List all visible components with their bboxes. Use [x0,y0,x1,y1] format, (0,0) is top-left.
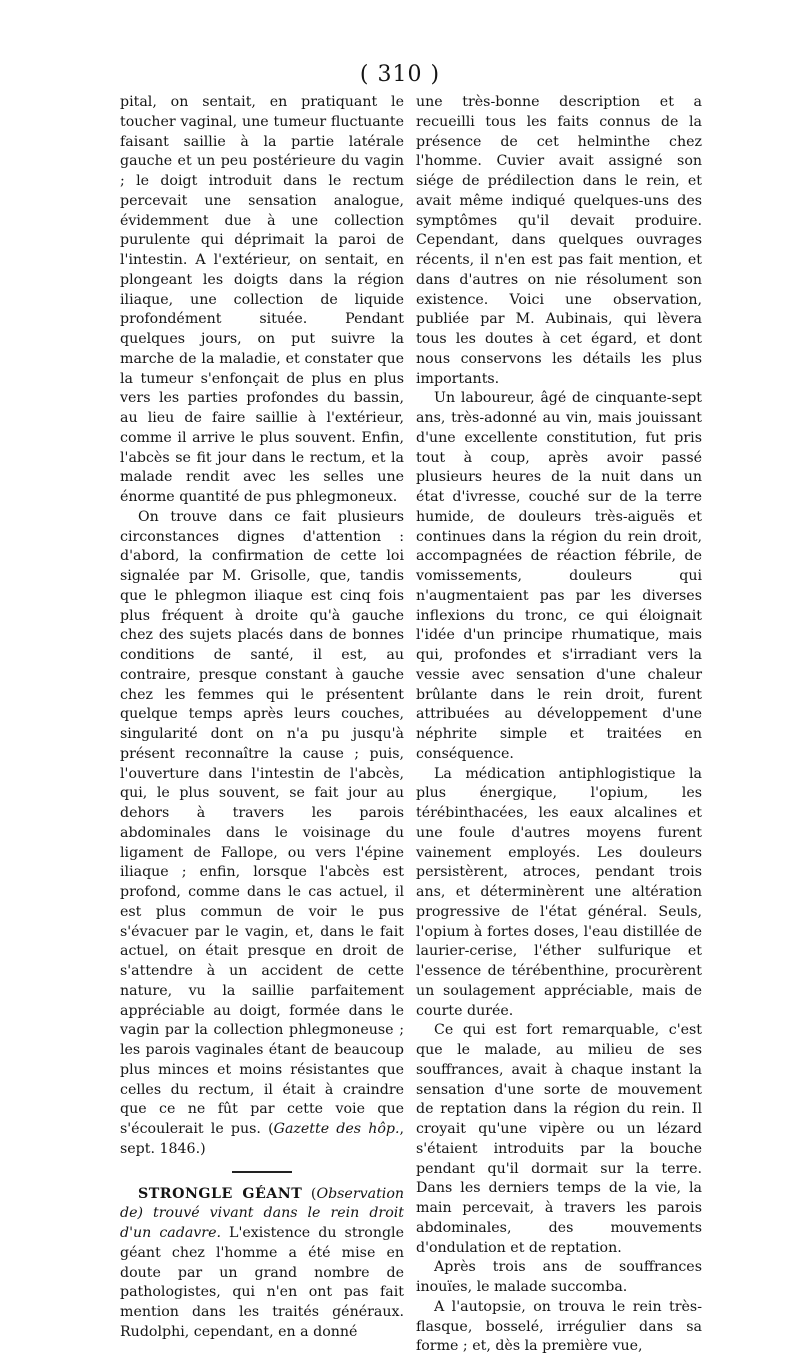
right-paragraph-1: une très-bonne description et a recueilli tous les faits connus de la présence de cet helminthe chez l'homme. Cuvier avait assigné son siége de prédilection dans le rein, et avait même indiqué quelques-uns des symptômes qu'il devait produire. Cependant, dans quelques ouvrages récents, il n'en est pas fait mention, et dans d'autres on nie résolument son existence. Voici une observation, publiée par M. Aubinais, qui lèvera tous les doutes à cet égard, et dont nous conservons les détails les plus importants. [416,94,702,387]
section-title: STRONGLE GÉANT [138,1185,303,1202]
section-divider [232,1171,292,1173]
right-paragraph-2: Un laboureur, âgé de cinquante-sept ans, très-adonné au vin, mais jouissant d'une excellente constitution, fut pris tout à coup, après avoir passé plusieurs heures de la nuit dans un état d'ivresse, couché sur de la terre humide, de douleurs très-aiguës et continues dans la région du rein droit, accompagnées de réaction fébrile, de vomissements, douleurs qui n'augmentaient pas par les diverses inflexions du tronc, ce qui éloignait l'idée d'un principe rhumatique, mais qui, profondes et s'irradiant vers la vessie avec sensation d'une chaleur brûlante dans le rein droit, furent attribuées au développement d'une néphrite simple et traitées en conséquence. [416,390,702,762]
section-subtitle: Observation de) trouvé vivant dans le rein droit d'un cadavre. [120,1185,405,1241]
left-paragraph-1: pital, on sentait, en pratiquant le toucher vaginal, une tumeur fluctuante faisant saillie à la partie latérale gauche et un peu postérieure du vagin ; le doigt introduit dans le rectum percevait une sensation analogue, évidemment due à une collection purulente qui déprimait la paroi de l'intestin. A l'extérieur, on sentait, en plongeant les doigts dans la région iliaque, une collection de liquide profondément située. Pendant quelques jours, on put suivre la marche de la maladie, et constater que la tumeur s'enfonçait de plus en plus vers les parties profondes du bassin, au lieu de faire saillie à l'extérieur, comme il arrive le plus souvent. Enfin, l'abcès se fit jour dans le rectum, et la malade rendit avec les selles une énorme quantité de pus phlegmoneux. [120,94,404,505]
section-heading-paren: ( [302,1185,317,1202]
right-column [416,93,702,1357]
left-column [120,93,404,1343]
left-paragraph-2 [120,508,404,1160]
right-paragraph-4: Ce qui est fort remarquable, c'est que le malade, au milieu de ses souffrances, avait à chaque instant la sensation d'une sorte de mouvement de reptation dans la région du rein. Il croyait qu'une vipère ou un lézard s'étaient introduits par la bouche pendant qu'il dormait sur la terre. Dans les derniers temps de la vie, la main percevait, à travers les parois abdominales, des mouvements d'ondulation et de reptation. [416,1022,702,1256]
page-number: ( 310 ) [359,62,441,87]
source-date: , sept. 1846.) [120,1121,405,1157]
right-paragraph-6: A l'autopsie, on trouva le rein très-flasque, bosselé, irrégulier dans sa forme ; et, dès la première vue, [416,1298,702,1355]
right-paragraph-3: La médication antiphlogistique la plus énergique, l'opium, les térébinthacées, les eaux alcalines et une foule d'autres moyens furent vainement employés. Les douleurs persistèrent, atroces, pendant trois ans, et déterminèrent une altération progressive de l'état général. Seuls, l'opium à fortes doses, l'eau distillée de laurier-cerise, l'éther sulfurique et l'essence de térébenthine, procurèrent un soulagement appréciable, mais de courte durée. [416,765,702,1019]
source-citation: Gazette des hôp. [273,1121,400,1137]
section-heading-paragraph [120,1185,404,1343]
right-paragraph-5: Après trois ans de souffrances inouïes, le malade succomba. [416,1259,702,1295]
left-paragraph-2-text: On trouve dans ce fait plusieurs circonstances dignes d'attention : d'abord, la confirmation de cette loi signalée par M. Grisolle, que, tandis que le phlegmon iliaque est cinq fois plus fréquent à droite qu'à gauche chez des sujets placés dans de bonnes conditions de santé, il est, au contraire, presque constant à gauche chez les femmes qui le présentent quelque temps après leurs couches, singularité dont on n'a pu jusqu'à présent reconnaître la cause ; puis, l'ouverture dans l'intestin de l'abcès, qui, le plus souvent, se fait jour au dehors à travers les parois abdominales dans le voisinage du ligament de Fallope, ou vers l'épine iliaque ; enfin, lorsque l'abcès est profond, comme dans le cas actuel, il est plus commun de voir le pus s'évacuer par le vagin, et, dans le fait actuel, on était presque en droit de s'attendre à un accident de cette nature, vu la saillie parfaitement appréciable au doigt, formée dans le vagin par la collection phlegmoneuse ; les parois vaginales étant de beaucoup plus minces et moins résistantes que celles du rectum, il était à craindre que ce ne fût par cette voie que s'écoulerait le pus. ( [120,508,404,1137]
left-paragraph-3: L'existence du strongle géant chez l'homme a été mise en doute par un grand nombre de pathologistes, qui n'en ont pas fait mention dans les traités généraux. Rudolphi, cependant, en a donné [120,1225,404,1340]
